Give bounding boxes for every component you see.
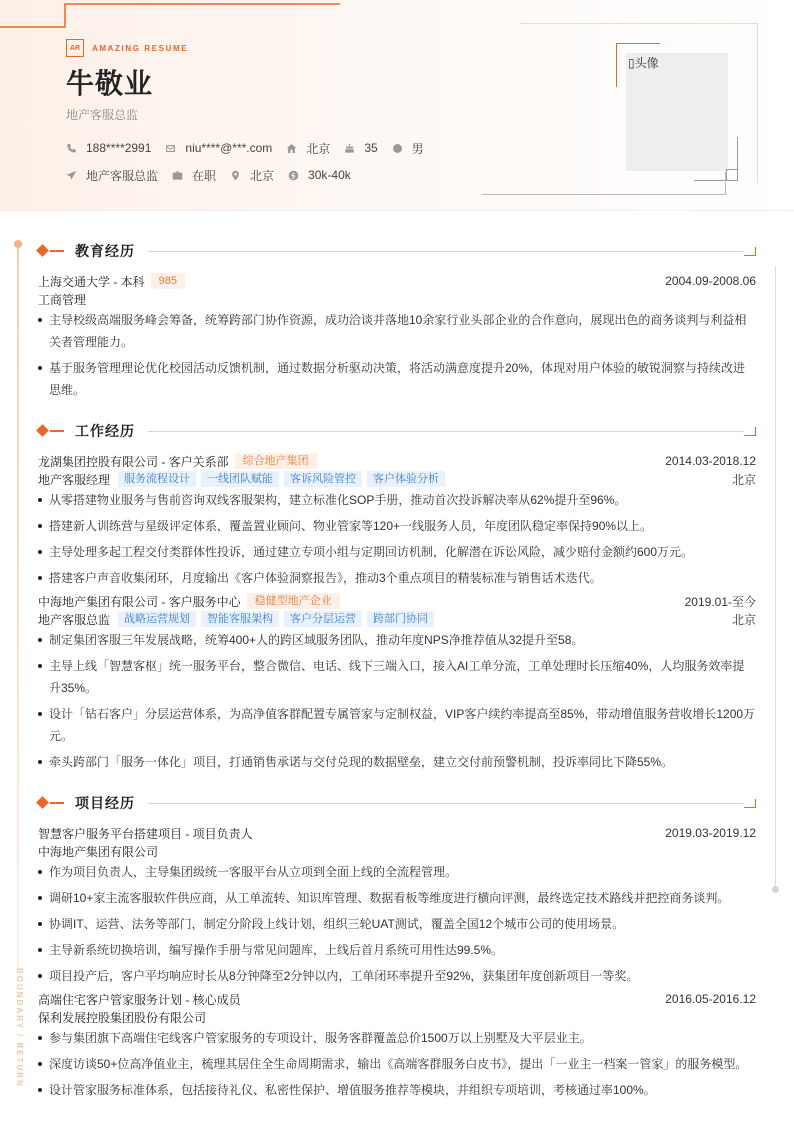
brand-mark: AR	[66, 39, 84, 57]
status-text: 在职	[192, 168, 217, 183]
skill-tag: 智能客服架构	[201, 611, 279, 627]
school-badge: 985	[151, 273, 185, 289]
project-org: 保利发展控股集团股份有限公司	[38, 1010, 207, 1025]
work-role: 地产客服总监	[38, 612, 111, 627]
heading-dash	[50, 250, 64, 252]
work-entry-header	[38, 452, 756, 470]
list-item: 深度访谈50+位高净值业主，梳理其居住全生命周期需求，输出《高端客群服务白皮书》，提出「一业主一档案一管家」的服务模型。	[38, 1053, 756, 1075]
diamond-icon	[36, 796, 49, 809]
contact-row	[66, 140, 438, 156]
briefcase-icon	[172, 170, 183, 181]
city-info	[286, 140, 330, 156]
photo-frame-vline	[725, 172, 726, 195]
right-timeline-line	[775, 266, 776, 890]
heading-corner-icon	[744, 427, 756, 436]
list-item: 设计管家服务标准体系，包括接待礼仪、私密性保护、增值服务推荐等模块，并组织专项培训，考核通过率100%。	[38, 1079, 756, 1101]
list-item: 制定集团客服三年发展战略，统筹400+人的跨区域服务团队，推动年度NPS净推荐值从32提升至58。	[38, 629, 756, 651]
job-intent-row	[66, 167, 365, 183]
projects-heading	[38, 795, 756, 811]
project-org-row	[38, 1008, 756, 1026]
candidate-name: 牛敬业	[66, 68, 154, 99]
list-item: 主导校级高端服务峰会筹备，统筹跨部门协作资源，成功洽谈并落地10余家行业头部企业的合作意向，展现出色的商务谈判与利益相关者管理能力。	[38, 309, 756, 353]
brand-text: AMAZING RESUME	[92, 43, 189, 53]
heading-rule	[148, 431, 744, 432]
skill-tag: 跨部门协同	[367, 611, 434, 627]
skill-tag: 一线团队赋能	[201, 471, 279, 487]
list-item: 主导新系统切换培训，编写操作手册与常见问题库，上线后首月系统可用性达99.5%。	[38, 939, 756, 961]
location-icon	[230, 170, 241, 181]
diamond-icon	[36, 244, 49, 257]
company-name: 龙湖集团控股有限公司 - 客户关系部	[38, 454, 229, 469]
salary-text: 30k-40k	[308, 168, 351, 182]
intent-position-text: 地产客服总监	[86, 168, 159, 183]
gender-icon	[392, 143, 403, 154]
salary-info	[288, 167, 351, 183]
work-role: 地产客服经理	[38, 472, 111, 487]
skill-tag: 服务流程设计	[118, 471, 196, 487]
list-item: 主导上线「智慧客枢」统一服务平台，整合微信、电话、线下三端入口，接入AI工单分流，工单处理时长压缩40%，人均服务效率提升35%。	[38, 655, 756, 699]
age-text: 35	[364, 141, 378, 155]
work-date: 2019.01-至今	[684, 594, 756, 609]
brand	[66, 39, 188, 57]
list-item: 协调IT、运营、法务等部门，制定分阶段上线计划，组织三轮UAT测试，覆盖全国12个城市公司的使用场景。	[38, 913, 756, 935]
projects-title: 项目经历	[75, 795, 135, 811]
heading-dash	[50, 430, 64, 432]
education-entry-header	[38, 272, 756, 290]
work-title: 工作经历	[75, 423, 135, 439]
home-icon	[286, 143, 297, 154]
photo-frame-line	[482, 194, 726, 195]
company-name: 中海地产集团有限公司 - 客户服务中心	[38, 594, 241, 609]
work-date: 2014.03-2018.12	[665, 454, 756, 468]
city-text: 北京	[306, 141, 331, 156]
intent-city-text: 北京	[250, 168, 275, 183]
work-role-row	[38, 470, 756, 488]
project-entry-header	[38, 990, 756, 1008]
list-item: 基于服务管理理论优化校园活动反馈机制，通过数据分析驱动决策，将活动满意度提升20%，体现对用户体验的敏锐洞察与持续改进思维。	[38, 357, 756, 401]
project-name: 高端住宅客户管家服务计划 - 核心成员	[38, 992, 241, 1007]
company-badge: 稳健型地产企业	[247, 593, 340, 609]
list-item: 主导处理多起工程交付类群体性投诉，通过建立专项小组与定期回访机制，化解潜在诉讼风险，减少赔付金额约600万元。	[38, 541, 756, 563]
list-item: 牵头跨部门「服务一体化」项目，打通销售承诺与交付兑现的数据壁垒，建立交付前预警机制，投诉率同比下降55%。	[38, 751, 756, 773]
heading-rule	[148, 803, 744, 804]
work-heading	[38, 423, 756, 439]
photo-frame-square	[726, 169, 738, 181]
salary-icon	[288, 170, 299, 181]
gender-info	[392, 140, 424, 156]
project-date: 2016.05-2016.12	[665, 992, 756, 1006]
age-info	[344, 140, 377, 156]
phone-text: 188****2991	[86, 141, 152, 155]
gender-text: 男	[411, 141, 424, 156]
cake-icon	[344, 143, 355, 154]
resume-header	[0, 0, 794, 211]
status-info	[172, 167, 216, 183]
phone-info	[66, 140, 151, 156]
side-vertical-text: BOUNDARY / RETURN	[15, 968, 24, 1088]
left-timeline-line	[17, 248, 19, 968]
header-right-vline	[757, 23, 758, 183]
school-name: 上海交通大学 - 本科	[38, 274, 145, 289]
left-timeline-dot	[14, 240, 22, 248]
right-timeline-dot	[772, 886, 779, 893]
diamond-icon	[36, 424, 49, 437]
education-major: 工商管理	[38, 292, 87, 307]
avatar-alt-text: 头像	[634, 56, 659, 70]
work-location: 北京	[731, 472, 756, 487]
list-item: 从零搭建物业服务与售前咨询双线客服架构，建立标准化SOP手册，推动首次投诉解决率从62%提升至96%。	[38, 489, 756, 511]
email-text: niu****@***.com	[185, 141, 273, 155]
skill-tag: 客户体验分析	[367, 471, 445, 487]
project-name: 智慧客户服务平台搭建项目 - 项目负责人	[38, 826, 253, 841]
mail-icon	[165, 143, 176, 154]
project-org: 中海地产集团有限公司	[38, 844, 159, 859]
project-org-row	[38, 842, 756, 860]
skill-tag: 客诉风险管控	[284, 471, 362, 487]
education-major-row	[38, 290, 756, 308]
list-item: 设计「钻石客户」分层运营体系，为高净值客群配置专属管家与定制权益，VIP客户续约率提高至85%，带动增值服务营收增长1200万元。	[38, 703, 756, 747]
work-entry-header	[38, 592, 756, 610]
list-item: 作为项目负责人，主导集团级统一客服平台从立项到全面上线的全流程管理。	[38, 861, 756, 883]
list-item: 项目投产后，客户平均响应时长从8分钟降至2分钟以内，工单闭环率提升至92%，获集团年度创新项目一等奖。	[38, 965, 756, 987]
education-heading	[38, 243, 756, 259]
list-item: 搭建新人训练营与星级评定体系，覆盖置业顾问、物业管家等120+一线服务人员，年度团队稳定率保持90%以上。	[38, 515, 756, 537]
list-item: 调研10+家主流客服软件供应商，从工单流转、知识库管理、数据看板等维度进行横向评测，最终选定技术路线并把控商务谈判。	[38, 887, 756, 909]
header-top-line	[64, 3, 340, 5]
heading-corner-icon	[744, 247, 756, 256]
skill-tag: 战略运营规划	[118, 611, 196, 627]
project-entry-header	[38, 824, 756, 842]
intent-city-info	[230, 167, 274, 183]
skill-tag: 客户分层运营	[284, 611, 362, 627]
candidate-title: 地产客服总监	[66, 108, 139, 122]
header-right-line	[520, 23, 758, 24]
project-date: 2019.03-2019.12	[665, 826, 756, 840]
intent-position-info	[66, 167, 158, 183]
work-role-row	[38, 610, 756, 628]
education-date: 2004.09-2008.06	[665, 274, 756, 288]
broken-image-icon: ▯	[628, 56, 635, 70]
education-title: 教育经历	[75, 243, 135, 259]
company-badge: 综合地产集团	[235, 453, 317, 469]
heading-rule	[148, 251, 744, 252]
send-icon	[66, 170, 77, 181]
header-corner-decoration	[0, 3, 66, 28]
heading-dash	[50, 802, 64, 804]
work-location: 北京	[731, 612, 756, 627]
email-info	[165, 140, 272, 156]
heading-corner-icon	[744, 799, 756, 808]
list-item: 参与集团旗下高端住宅线客户管家服务的专项设计，服务客群覆盖总价1500万以上别墅及大平层业主。	[38, 1027, 756, 1049]
phone-icon	[66, 143, 77, 154]
list-item: 搭建客户声音收集闭环，月度输出《客户体验洞察报告》，推动3个重点项目的精装标准与销售话术迭代。	[38, 567, 756, 589]
